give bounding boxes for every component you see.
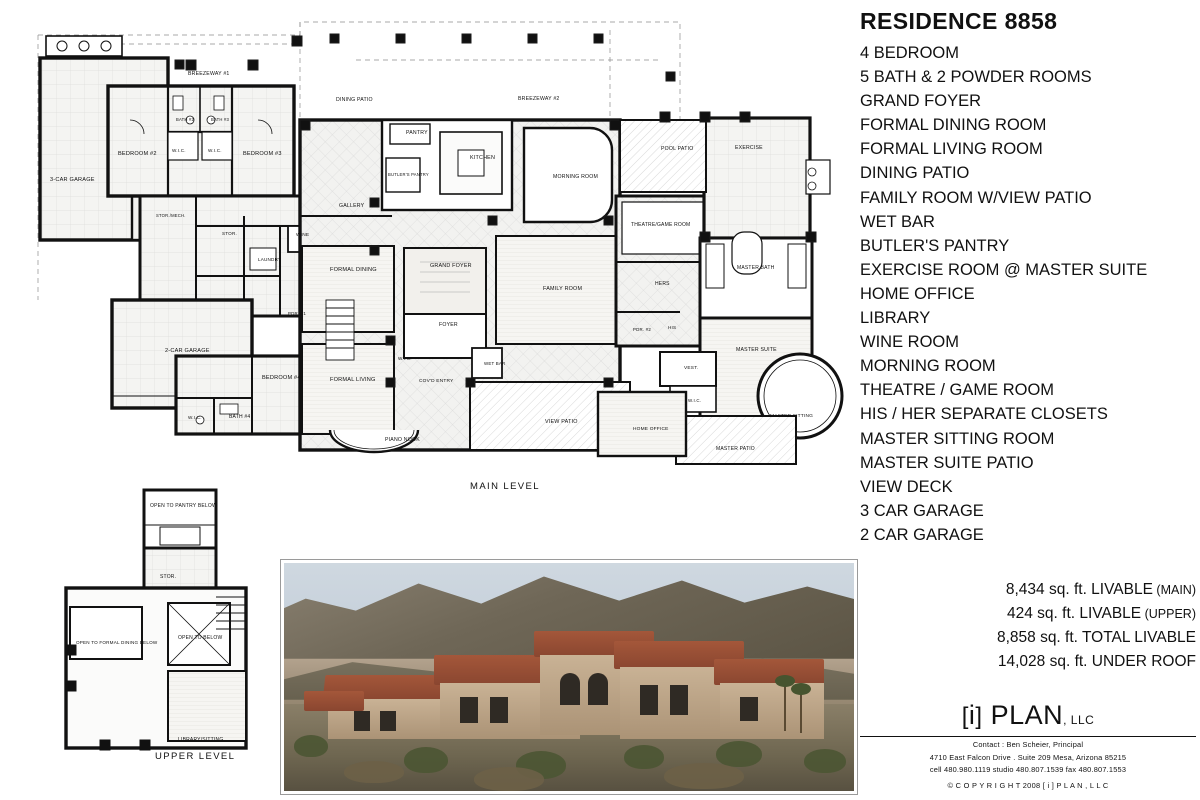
area-value: 424 sq. ft. LIVABLE xyxy=(1006,605,1142,622)
photo-boulder xyxy=(344,761,404,783)
room-label: STOR. xyxy=(160,574,177,580)
room-label: VIEW PATIO xyxy=(545,419,578,425)
photo-roof xyxy=(304,691,364,711)
photo-window xyxy=(670,685,688,715)
room-label: 2-CAR GARAGE xyxy=(165,348,210,354)
room-label: OPEN TO PANTRY BELOW xyxy=(150,503,217,509)
feature-item: 5 BATH & 2 POWDER ROOMS xyxy=(860,68,1092,87)
photo-window xyxy=(740,697,758,721)
photo-window xyxy=(640,685,658,715)
photo-shrub xyxy=(624,745,664,769)
feature-item: LIBRARY xyxy=(860,309,931,328)
room-label: FOYER xyxy=(439,322,458,328)
photo-boulder xyxy=(474,767,544,791)
room-label: GALLERY xyxy=(339,203,365,209)
main-level-caption: MAIN LEVEL xyxy=(470,481,540,492)
photo-window xyxy=(380,711,396,731)
room-label: BEDROOM #4 xyxy=(262,375,301,381)
room-label: HERS xyxy=(655,281,670,287)
brand-wordmark xyxy=(860,700,1196,735)
feature-item: MASTER SUITE PATIO xyxy=(860,453,1034,472)
feature-list xyxy=(860,41,1196,547)
room-label: WINE xyxy=(296,233,310,238)
room-label: EXERCISE xyxy=(735,145,763,151)
photo-roof xyxy=(714,659,824,685)
feature-item: 2 CAR GARAGE xyxy=(860,525,984,544)
room-label: BATH #4 xyxy=(229,414,251,420)
room-label: W.I.C. xyxy=(688,398,702,403)
feature-item: MASTER SITTING ROOM xyxy=(860,429,1055,448)
area-line xyxy=(840,602,1196,626)
room-label: 3-CAR GARAGE xyxy=(50,177,95,183)
feature-item: EXERCISE ROOM @ MASTER SUITE xyxy=(860,260,1148,279)
bracket-right: ] xyxy=(975,703,983,730)
room-label: BATH #2 xyxy=(176,117,195,122)
photo-shrub xyxy=(804,749,846,773)
brand-letter-i: i xyxy=(968,700,976,730)
room-label: VEST. xyxy=(684,366,699,371)
room-label: HIS xyxy=(668,325,677,330)
area-value: 8,858 sq. ft. TOTAL LIVABLE xyxy=(996,629,1196,646)
feature-item: MORNING ROOM xyxy=(860,357,996,376)
room-label: HOME OFFICE xyxy=(633,427,669,432)
room-label: W.I.C. xyxy=(208,148,222,153)
feature-list-panel xyxy=(860,8,1196,547)
room-label: BUTLER'S PANTRY xyxy=(388,172,429,177)
photo-shrub xyxy=(716,741,762,767)
photo-palm-tree xyxy=(784,683,786,731)
room-label: BATH #3 xyxy=(211,117,230,122)
feature-item: THEATRE / GAME ROOM xyxy=(860,381,1055,400)
room-label: LAUNDRY xyxy=(258,257,282,262)
area-summary xyxy=(840,578,1196,674)
area-line xyxy=(840,626,1196,650)
room-label: BEDROOM #2 xyxy=(118,151,157,157)
contact-line-3: cell 480.980.1119 studio 480.807.1539 fax 480.807.1553 xyxy=(929,765,1127,775)
main-level-floorplan xyxy=(0,0,860,500)
area-value: 14,028 sq. ft. UNDER ROOF xyxy=(997,653,1196,670)
upper-level-floorplan xyxy=(40,485,280,760)
area-line xyxy=(840,578,1196,602)
room-label: FAMILY ROOM xyxy=(543,286,583,292)
room-label: PIANO NOOK xyxy=(385,437,420,443)
room-label: POOL PATIO xyxy=(661,146,694,152)
area-value: 8,434 sq. ft. LIVABLE xyxy=(1005,581,1153,598)
feature-item: FAMILY ROOM W/VIEW PATIO xyxy=(860,188,1092,207)
company-logo-block xyxy=(860,700,1196,790)
feature-item: GRAND FOYER xyxy=(860,92,982,111)
feature-item: FORMAL LIVING ROOM xyxy=(860,140,1043,159)
room-label: PDR. #1 xyxy=(288,311,306,316)
page-title: RESIDENCE 8858 xyxy=(860,8,1058,34)
room-label: KITCHEN xyxy=(470,155,496,161)
feature-item: FORMAL DINING ROOM xyxy=(860,116,1047,135)
room-label: MORNING ROOM xyxy=(553,174,599,180)
room-label: MASTER SITTING xyxy=(770,414,814,419)
residence-photo xyxy=(281,560,857,794)
feature-item: HOME OFFICE xyxy=(860,284,975,303)
photo-boulder xyxy=(664,763,744,789)
area-note: (MAIN) xyxy=(1152,583,1196,597)
room-label: W.I.C. xyxy=(172,148,186,153)
feature-item: VIEW DECK xyxy=(860,477,953,496)
room-label: W.I.C. xyxy=(398,356,412,361)
brand-word-plan: PLAN xyxy=(990,700,1064,730)
room-label: FORMAL LIVING xyxy=(330,377,376,383)
room-label: OPEN TO BELOW xyxy=(178,635,223,641)
photo-window xyxy=(460,697,478,723)
room-label: MASTER BATH xyxy=(737,265,775,271)
feature-item: 4 BEDROOM xyxy=(860,44,960,62)
photo-window xyxy=(490,697,508,723)
contact-line-1: Contact : Ben Scheier, Principal xyxy=(972,740,1084,749)
room-label: BREEZEWAY #2 xyxy=(518,96,560,102)
room-label: BEDROOM #3 xyxy=(243,151,282,157)
room-label: BREEZEWAY #1 xyxy=(188,71,230,77)
divider xyxy=(860,736,1196,737)
bracket-left: [ xyxy=(961,703,969,730)
room-label: W.I.C. xyxy=(188,415,202,420)
copyright-notice: © C O P Y R I G H T 2008 [ i ] P L A N , L L C xyxy=(947,780,1109,790)
photo-shrub xyxy=(294,735,328,757)
upper-level-caption: UPPER LEVEL xyxy=(155,751,236,762)
photo-window xyxy=(354,711,370,731)
room-label: THEATRE/GAME ROOM xyxy=(631,222,691,228)
room-label: PDR. #2 xyxy=(633,327,651,332)
room-label: STOR./MECH. xyxy=(156,213,186,218)
feature-item: WINE ROOM xyxy=(860,333,959,352)
photo-palm-tree xyxy=(800,691,802,733)
photo-shrub xyxy=(404,747,448,773)
feature-item: WET BAR xyxy=(860,212,935,231)
room-label: MASTER PATIO xyxy=(716,446,755,452)
room-label: STOR. xyxy=(222,231,237,236)
room-label: GRAND FOYER xyxy=(430,263,472,269)
room-label: OPEN TO FORMAL DINING BELOW xyxy=(76,640,158,645)
feature-item: DINING PATIO xyxy=(860,164,970,183)
room-label: FORMAL DINING xyxy=(330,267,377,273)
photo-window xyxy=(560,673,580,705)
room-label: WET BAR xyxy=(484,361,506,366)
area-note: (UPPER) xyxy=(1141,607,1196,621)
room-label: LIBRARY/SITTING xyxy=(178,737,224,743)
area-line xyxy=(840,650,1196,674)
room-label: PANTRY xyxy=(406,130,428,136)
room-label: DINING PATIO xyxy=(336,97,373,103)
feature-item: 3 CAR GARAGE xyxy=(860,501,984,520)
photo-window xyxy=(588,673,608,705)
room-label: MASTER SUITE xyxy=(736,347,777,353)
feature-item: HIS / HER SEPARATE CLOSETS xyxy=(860,405,1108,424)
room-label: COV'D ENTRY xyxy=(419,379,454,384)
contact-line-2: 4710 East Falcon Drive . Suite 209 Mesa, Arizona 85215 xyxy=(929,752,1127,762)
brand-suffix-llc: , LLC xyxy=(1063,713,1095,727)
feature-item: BUTLER'S PANTRY xyxy=(860,236,1010,255)
